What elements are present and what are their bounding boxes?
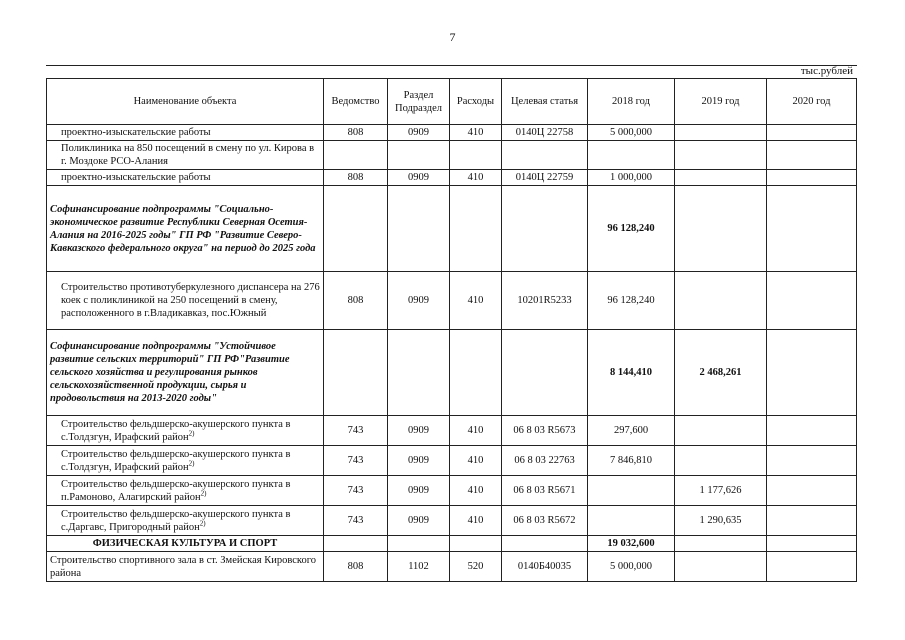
cell-section: [388, 536, 450, 552]
cell-2020: [767, 170, 857, 186]
cell-dept: 808: [324, 552, 388, 582]
cell-dept: 808: [324, 125, 388, 141]
cell-expense: 410: [450, 125, 502, 141]
table-row: [47, 506, 857, 536]
cell-2019: [675, 186, 767, 272]
header-section: Раздел Подраздел: [388, 79, 450, 125]
cell-2018: 96 128,240: [588, 272, 675, 330]
cell-target: [502, 141, 588, 170]
header-2020: 2020 год: [767, 79, 857, 125]
cell-2020: [767, 330, 857, 416]
cell-2020: [767, 476, 857, 506]
cell-expense: 410: [450, 476, 502, 506]
cell-2019: [675, 536, 767, 552]
table-row-subprogram: [47, 186, 857, 272]
cell-2018: [588, 506, 675, 536]
cell-name: [47, 506, 324, 536]
cell-name: Строительство противотуберкулезного диспансера на 276 коек с поликлиникой на 250 посещений в смену, расположенного в г.Владикавказ, пос.Южный: [47, 272, 324, 330]
budget-table: [46, 78, 857, 582]
cell-name: Софинансирование подпрограммы "Устойчивое развитие сельских территорий" ГП РФ"Развитие сельского хозяйства и регулирования рынков сельскохозяйственной продукции, сырья и продовольствия на 2013-2020 годы": [47, 330, 324, 416]
cell-2020: [767, 446, 857, 476]
cell-dept: [324, 186, 388, 272]
cell-2019: 2 468,261: [675, 330, 767, 416]
cell-section: 0909: [388, 506, 450, 536]
cell-dept: 743: [324, 446, 388, 476]
cell-name-text: Строительство фельдшерско-акушерского пункта в с.Толдзгун, Ирафский район: [61, 418, 291, 443]
cell-2019: 1 290,635: [675, 506, 767, 536]
table-row: [47, 272, 857, 330]
table-row: [47, 170, 857, 186]
cell-name: ФИЗИЧЕСКАЯ КУЛЬТУРА И СПОРТ: [47, 536, 324, 552]
cell-section: [388, 141, 450, 170]
cell-2018: 19 032,600: [588, 536, 675, 552]
cell-expense: 520: [450, 552, 502, 582]
cell-dept: 743: [324, 506, 388, 536]
cell-target: [502, 330, 588, 416]
cell-section: 0909: [388, 476, 450, 506]
cell-2019: [675, 446, 767, 476]
cell-target: 06 8 03 22763: [502, 446, 588, 476]
table-row: [47, 476, 857, 506]
table-row: [47, 552, 857, 582]
cell-section: 0909: [388, 446, 450, 476]
cell-name: проектно-изыскательские работы: [47, 125, 324, 141]
cell-2018: 5 000,000: [588, 125, 675, 141]
table-top-border: [46, 65, 857, 66]
table-row-section: [47, 536, 857, 552]
cell-section: [388, 330, 450, 416]
cell-name: [47, 476, 324, 506]
cell-name: Софинансирование подпрограммы "Социально-экономическое развитие Республики Северная Осетия-Алания на 2016-2025 годы" ГП РФ "Развитие Северо-Кавказского федерального округа" на период до 2025 года: [47, 186, 324, 272]
cell-2019: [675, 272, 767, 330]
cell-2019: [675, 125, 767, 141]
table-row: [47, 446, 857, 476]
footnote-mark: 2): [188, 459, 195, 467]
cell-dept: [324, 141, 388, 170]
cell-2020: [767, 552, 857, 582]
cell-2020: [767, 186, 857, 272]
cell-name: Строительство спортивного зала в ст. Змейская Кировского района: [47, 552, 324, 582]
cell-expense: 410: [450, 170, 502, 186]
cell-2020: [767, 141, 857, 170]
cell-section: [388, 186, 450, 272]
cell-2020: [767, 272, 857, 330]
cell-section: 0909: [388, 125, 450, 141]
cell-expense: 410: [450, 272, 502, 330]
cell-expense: [450, 186, 502, 272]
cell-target: 06 8 03 R5671: [502, 476, 588, 506]
page-number: 7: [449, 30, 456, 44]
cell-section: 0909: [388, 416, 450, 446]
table-row: [47, 416, 857, 446]
cell-name-text: Строительство фельдшерско-акушерского пункта в с.Даргавс, Пригородный район: [61, 508, 291, 533]
cell-dept: 808: [324, 272, 388, 330]
cell-target: 06 8 03 R5672: [502, 506, 588, 536]
cell-2020: [767, 125, 857, 141]
cell-target: [502, 186, 588, 272]
header-expense: Расходы: [450, 79, 502, 125]
cell-target: 0140Ц 22759: [502, 170, 588, 186]
cell-dept: 808: [324, 170, 388, 186]
cell-expense: 410: [450, 506, 502, 536]
cell-section: 0909: [388, 272, 450, 330]
cell-2019: 1 177,626: [675, 476, 767, 506]
cell-2018: 297,600: [588, 416, 675, 446]
cell-2018: 7 846,810: [588, 446, 675, 476]
cell-target: 06 8 03 R5673: [502, 416, 588, 446]
cell-2019: [675, 170, 767, 186]
cell-target: [502, 536, 588, 552]
cell-2018: 1 000,000: [588, 170, 675, 186]
footnote-mark: 2): [188, 429, 195, 437]
header-name: Наименование объекта: [47, 79, 324, 125]
cell-name: [47, 446, 324, 476]
cell-name-text: Строительство фельдшерско-акушерского пункта в с.Толдзгун, Ирафский район: [61, 448, 291, 473]
cell-section: 0909: [388, 170, 450, 186]
cell-name: проектно-изыскательские работы: [47, 170, 324, 186]
cell-name-text: Строительство фельдшерско-акушерского пункта в п.Рамоново, Алагирский район: [61, 478, 291, 503]
cell-dept: 743: [324, 416, 388, 446]
footnote-mark: 2): [199, 519, 206, 527]
cell-2018: [588, 141, 675, 170]
cell-2020: [767, 536, 857, 552]
cell-section: 1102: [388, 552, 450, 582]
header-2018: 2018 год: [588, 79, 675, 125]
cell-2018: 5 000,000: [588, 552, 675, 582]
cell-name: [47, 416, 324, 446]
cell-2019: [675, 141, 767, 170]
header-dept: Ведомство: [324, 79, 388, 125]
units-label: тыс.рублей: [800, 65, 853, 77]
cell-expense: [450, 536, 502, 552]
cell-2018: 96 128,240: [588, 186, 675, 272]
cell-target: 10201R5233: [502, 272, 588, 330]
cell-expense: 410: [450, 446, 502, 476]
cell-2018: 8 144,410: [588, 330, 675, 416]
cell-expense: [450, 330, 502, 416]
cell-dept: [324, 330, 388, 416]
cell-2019: [675, 552, 767, 582]
header-target: Целевая статья: [502, 79, 588, 125]
cell-dept: [324, 536, 388, 552]
cell-target: 0140Б40035: [502, 552, 588, 582]
cell-2019: [675, 416, 767, 446]
cell-expense: 410: [450, 416, 502, 446]
header-2019: 2019 год: [675, 79, 767, 125]
cell-2020: [767, 506, 857, 536]
cell-2018: [588, 476, 675, 506]
table-row-subprogram: [47, 330, 857, 416]
cell-name: Поликлиника на 850 посещений в смену по ул. Кирова в г. Моздоке РСО-Алания: [47, 141, 324, 170]
cell-target: 0140Ц 22758: [502, 125, 588, 141]
cell-dept: 743: [324, 476, 388, 506]
cell-expense: [450, 141, 502, 170]
table-row: [47, 141, 857, 170]
cell-2020: [767, 416, 857, 446]
footnote-mark: 2): [200, 489, 207, 497]
table-row: [47, 125, 857, 141]
